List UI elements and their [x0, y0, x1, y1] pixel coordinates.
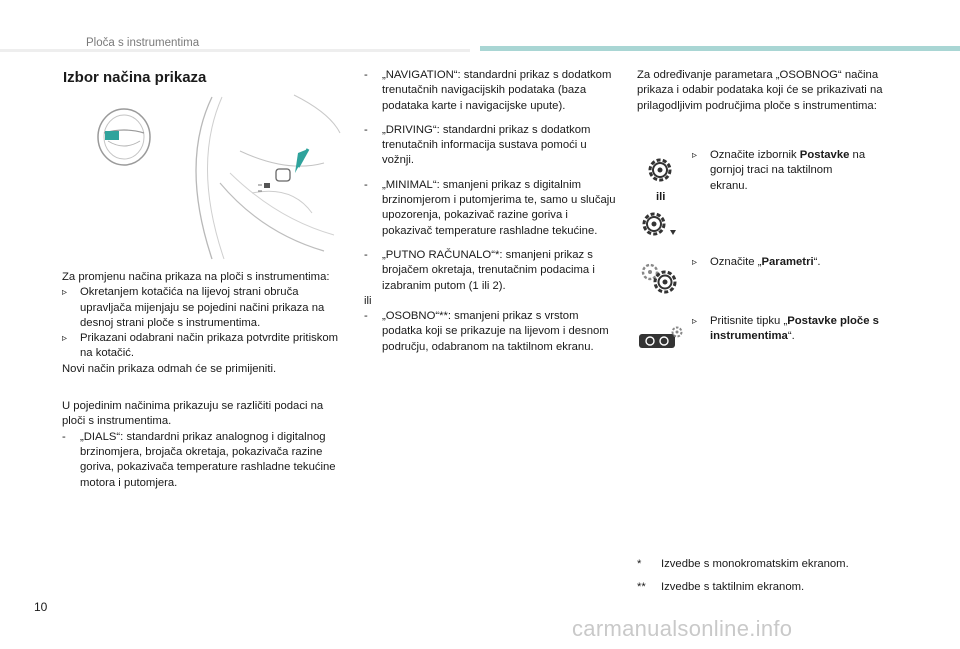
dash-marker: - — [364, 69, 368, 81]
parameters-gears-icon — [638, 262, 684, 296]
settings-gear-dropdown-icon — [640, 210, 680, 240]
step-instrument-settings — [692, 314, 892, 345]
footnote-marker: ** — [637, 581, 646, 593]
dash-item-text: „PUTNO RAČUNALO“*: smanjeni prikaz s brojačem okretaja, trenutačnim podacima i izabranim putom (1 ili 2). — [382, 248, 595, 292]
column-1 — [62, 270, 340, 491]
dash-item — [62, 430, 340, 491]
footnote-text: Izvedbe s monokromatskim ekranom. — [661, 558, 849, 570]
intro-text-2: U pojedinim načinima prikazuju se različiti podaci na ploči s instrumentima. — [62, 400, 324, 428]
bullet-text: Prikazani odabrani način prikaza potvrdite pritiskom na kotačić. — [80, 332, 339, 360]
step-text-post: “. — [813, 256, 821, 268]
steering-wheel-illustration — [62, 93, 347, 261]
intro-text: Za promjenu načina prikaza na ploči s instrumentima: — [62, 271, 330, 283]
header-accent-bar — [480, 46, 960, 51]
footnote — [637, 557, 897, 572]
step-parameters — [692, 255, 872, 270]
page-number: 10 — [34, 600, 48, 614]
steering-wheel-inset-icon — [98, 109, 150, 165]
dash-item — [364, 123, 620, 169]
step-text-bold: Postavke ploče s instrumentima — [710, 315, 879, 343]
step-text-bold: Parametri — [761, 256, 814, 268]
bullet-item — [62, 331, 340, 362]
dash-marker: - — [364, 248, 368, 261]
instrument-panel-settings-icon — [638, 326, 684, 350]
arrow-bullet-icon: ▹ — [62, 287, 68, 299]
dash-item-text: „OSOBNO“**: smanjeni prikaz s vrstom podatka koji se prikazuje na lijevom i desnom području, odabranom na taktilnom ekranu. — [382, 310, 609, 353]
watermark: carmanualsonline.info — [572, 616, 793, 641]
step-item — [692, 314, 892, 345]
header-rule — [0, 49, 470, 52]
dash-item — [364, 68, 620, 114]
arrow-bullet-icon: ▹ — [62, 333, 68, 345]
bullet-text: Okretanjem kotačića na lijevoj strani obruča upravljača mijenjaju se pojedini načini prikaza na desnoj strani ploče s instrumentima. — [80, 286, 325, 329]
dash-marker: - — [364, 310, 368, 323]
dash-marker: - — [364, 178, 368, 191]
settings-gear-icon — [646, 156, 678, 188]
dash-item-text: „NAVIGATION“: standardni prikaz s dodatkom trenutačnih navigacijskih podataka (baza podataka karte i navigacijske upute). — [382, 69, 612, 112]
footnote — [637, 580, 897, 595]
arrow-bullet-icon: ▹ — [692, 316, 698, 327]
bullet-item — [62, 285, 340, 331]
dash-item-text: „MINIMAL“: smanjeni prikaz s digitalnim brzinomjerom i putomjerima te, samo u slučaju upozorenja, pokazivač razine goriva i pokazivač temperature rashladne tekućine. — [382, 178, 616, 237]
arrow-bullet-icon: ▹ — [692, 150, 698, 161]
step-text-pre: Označite „ — [710, 256, 762, 268]
step-text-pre: Pritisnite tipku „ — [710, 315, 788, 327]
column-3-intro: Za određivanje parametara „OSOBNOG“ načina prikaza i odabir podataka koji će se prikazivati na prilagodljivim područjima ploče s instrumentima: — [637, 69, 883, 112]
step-settings-menu — [692, 148, 872, 194]
step-text-post: “. — [787, 330, 795, 343]
step-text-bold: Postavke — [799, 149, 850, 161]
dash-item-text: „DIALS“: standardni prikaz analognog i digitalnog brzinomjera, brojača okretaja, pokazivača razine goriva, pokazivača temperature rashladne tekućine motora i putomjera. — [80, 430, 336, 489]
footnote-marker: * — [637, 558, 642, 570]
step-item — [692, 148, 872, 194]
ili-label: ili — [656, 191, 666, 203]
step-text-post: na gornjoj traci na taktilnom ekranu. — [710, 149, 866, 192]
dash-item-text: „DRIVING“: standardni prikaz s dodatkom trenutačnih informacija sustava pomoći u vožnji. — [382, 123, 591, 167]
step-item — [692, 255, 872, 270]
dash-marker: - — [62, 430, 66, 443]
header-title: Ploča s instrumentima — [86, 37, 200, 49]
arrow-bullet-icon: ▹ — [692, 257, 698, 268]
dash-item — [364, 178, 620, 239]
footnote-text: Izvedbe s taktilnim ekranom. — [661, 581, 805, 593]
step-text-pre: Označite izbornik — [710, 149, 800, 161]
section-heading: Izbor načina prikaza — [63, 69, 207, 86]
dash-marker: - — [364, 123, 368, 136]
dash-item — [364, 248, 620, 294]
after-text: Novi način prikaza odmah će se primijeniti. — [62, 362, 277, 375]
ili-text: ili — [364, 294, 372, 307]
dash-item — [364, 309, 620, 355]
column-2 — [364, 68, 620, 355]
